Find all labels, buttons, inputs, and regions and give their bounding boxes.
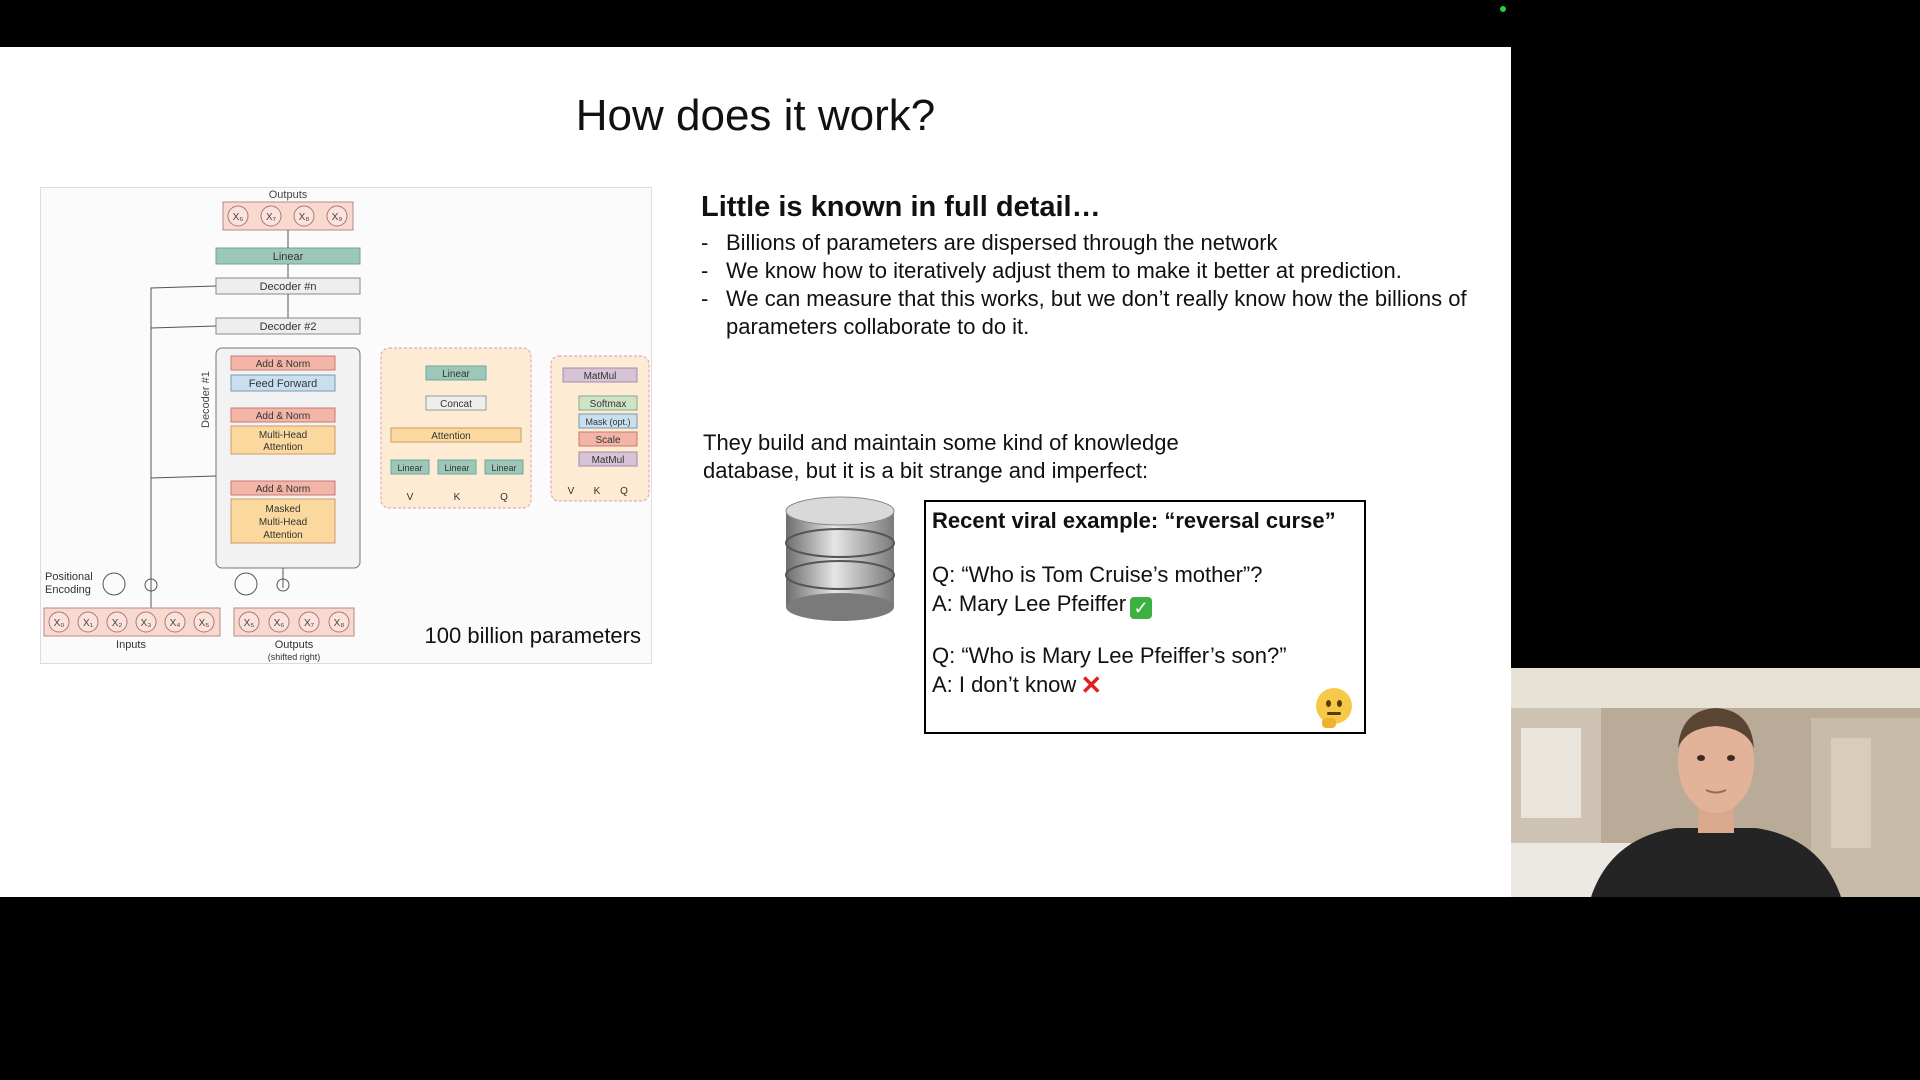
presentation-slide — [0, 47, 1511, 897]
reversal-curse-example-box — [924, 500, 1366, 734]
matmul-label: MatMul — [591, 455, 625, 466]
masked-label-1: Masked — [265, 504, 301, 515]
question-1: Q: “Who is Tom Cruise’s mother”? — [932, 562, 1263, 587]
check-mark-icon: ✓ — [1130, 597, 1152, 619]
attention-label: Attention — [431, 431, 471, 442]
slide-title: How does it work? — [575, 91, 936, 140]
v-label: V — [567, 486, 575, 497]
shifted-label: (shifted right) — [267, 652, 321, 662]
transformer-diagram — [40, 187, 652, 664]
bullet-item: - We can measure that this works, but we don’t really know how the billions of parameters collaborate to do it. — [701, 285, 1481, 341]
token-label: X₅ — [198, 618, 210, 629]
scale-label: Scale — [595, 435, 621, 446]
recording-indicator — [1500, 6, 1506, 12]
k-label: K — [453, 492, 461, 503]
bullet-list — [701, 229, 1481, 341]
answer-2: A: I don’t know — [932, 672, 1077, 697]
token-label: X₈ — [333, 618, 345, 629]
mha-label-1: Multi-Head — [258, 430, 308, 441]
linear-label: Linear — [272, 251, 304, 263]
concat-label: Concat — [440, 399, 472, 410]
answer-1-row — [932, 589, 1358, 619]
cross-mark-icon: ✕ — [1080, 670, 1103, 700]
v-label: V — [406, 492, 414, 503]
softmax-label: Softmax — [589, 399, 627, 410]
decoder-1-label: Decoder #1 — [200, 371, 212, 428]
token-label: X₂ — [111, 618, 123, 629]
masked-label-3: Attention — [263, 530, 303, 541]
token-label: X₅ — [243, 618, 255, 629]
bullet-item: - Billions of parameters are dispersed through the network — [701, 229, 1481, 257]
token-label: X₆ — [273, 618, 285, 629]
linear-v-label: Linear — [397, 463, 423, 473]
bullet-item: - We know how to iteratively adjust them to make it better at prediction. — [701, 257, 1481, 285]
k-label: K — [593, 486, 601, 497]
thinking-face-icon — [1316, 688, 1352, 724]
token-label: X₉ — [331, 212, 343, 223]
q-label: Q — [500, 492, 508, 503]
outputs-bottom-label: Outputs — [274, 639, 314, 651]
skip-line — [151, 476, 216, 478]
positional-label-2: Encoding — [45, 584, 91, 596]
token-label: X₈ — [298, 212, 310, 223]
parameter-count-caption: 100 billion parameters — [424, 623, 641, 648]
answer-2-row — [932, 670, 1358, 700]
token-label: X₃ — [140, 618, 152, 629]
skip-line — [151, 326, 216, 328]
token-label: X₆ — [232, 212, 244, 223]
add-norm-label: Add & Norm — [255, 411, 311, 422]
token-label: X₄ — [169, 618, 181, 629]
decoder-2-label: Decoder #2 — [259, 321, 317, 333]
transformer-architecture-figure — [41, 188, 653, 665]
sine-icon — [103, 573, 125, 595]
answer-1: A: Mary Lee Pfeiffer — [932, 591, 1127, 616]
q-label: Q — [620, 486, 628, 497]
matmul-label: MatMul — [583, 371, 617, 382]
database-icon — [782, 493, 898, 625]
mha-label-2: Attention — [263, 442, 303, 453]
knowledge-base-text: They build and maintain some kind of knowledge database, but it is a bit strange and imperfect: — [703, 430, 1179, 483]
linear-k-label: Linear — [444, 463, 470, 473]
sine-icon — [235, 573, 257, 595]
token-label: X₀ — [53, 618, 65, 629]
masked-label-2: Multi-Head — [258, 517, 308, 528]
decoder-n-label: Decoder #n — [259, 281, 317, 293]
section-heading: Little is known in full detail… — [701, 191, 1101, 223]
presenter-video — [1511, 668, 1920, 897]
mask-label: Mask (opt.) — [585, 417, 631, 427]
webcam-feed — [1511, 668, 1920, 897]
token-label: X₁ — [82, 618, 94, 629]
skip-line — [151, 286, 216, 618]
outputs-label: Outputs — [268, 189, 308, 201]
linear-q-label: Linear — [491, 463, 517, 473]
token-label: X₇ — [303, 618, 315, 629]
token-label: X₇ — [265, 212, 277, 223]
linear-label: Linear — [442, 369, 470, 380]
example-title: Recent viral example: “reversal curse” — [932, 508, 1336, 533]
add-norm-label: Add & Norm — [255, 484, 311, 495]
question-2: Q: “Who is Mary Lee Pfeiffer’s son?” — [932, 643, 1287, 668]
add-norm-label: Add & Norm — [255, 359, 311, 370]
positional-label-1: Positional — [45, 571, 93, 583]
inputs-label: Inputs — [116, 639, 146, 651]
feed-forward-label: Feed Forward — [248, 378, 318, 390]
